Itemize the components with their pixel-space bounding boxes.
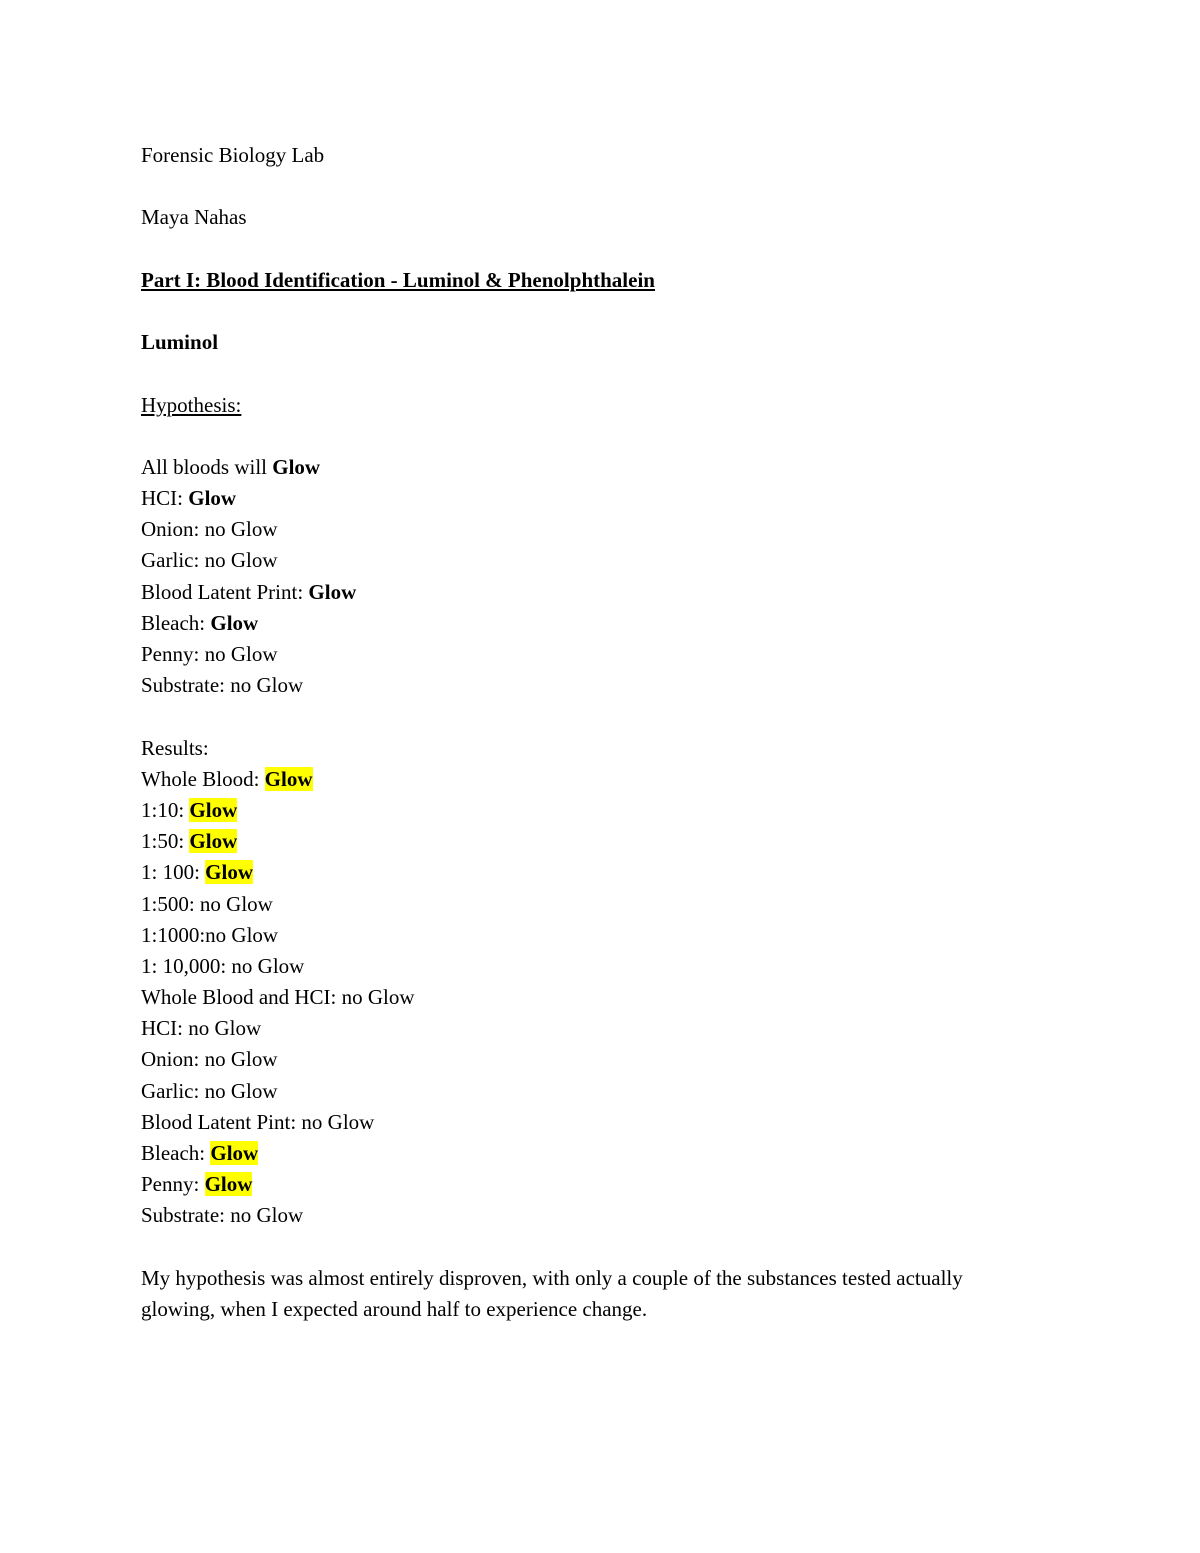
document-title: Forensic Biology Lab <box>141 143 325 167</box>
spacer <box>141 421 1041 452</box>
item-label: 1: 10,000: <box>141 953 232 978</box>
item-value-highlighted: Glow <box>205 860 254 885</box>
result-item <box>141 889 1041 920</box>
item-label: Blood Latent Print: <box>141 579 309 604</box>
hypothesis-item <box>141 639 1041 670</box>
item-label: Penny: <box>141 642 205 666</box>
results-list <box>141 764 1041 1232</box>
item-label: Penny: <box>141 1172 205 1197</box>
item-label: HCI: <box>141 1016 189 1041</box>
item-label: Onion: <box>141 1047 205 1072</box>
hypothesis-item <box>141 577 1041 608</box>
item-value: no Glow <box>205 922 279 947</box>
spacer <box>141 358 1041 389</box>
result-item <box>141 1076 1041 1107</box>
item-label: 1:50: <box>141 829 190 854</box>
item-label: 1:10: <box>141 797 190 822</box>
result-item <box>141 857 1041 888</box>
result-item <box>141 795 1041 826</box>
item-value: Glow <box>308 579 357 604</box>
section-heading: Luminol <box>141 330 219 355</box>
item-label: Bleach: <box>141 610 211 635</box>
item-label: 1:1000: <box>141 922 206 947</box>
conclusion-paragraph: My hypothesis was almost entirely disproven, with only a couple of the substances tested actually glowing, when I expected around half to experience change. <box>141 1265 963 1321</box>
item-label: Onion: <box>141 517 205 542</box>
item-label: 1: 100: <box>141 860 206 885</box>
item-value-highlighted: Glow <box>264 766 313 791</box>
spacer <box>141 171 1041 202</box>
result-item <box>141 920 1041 951</box>
results-label: Results: <box>141 735 209 760</box>
result-item <box>141 1044 1041 1075</box>
result-item <box>141 1013 1041 1044</box>
result-item <box>141 1200 1041 1231</box>
hypothesis-item <box>141 670 1041 701</box>
hypothesis-item <box>141 608 1041 639</box>
result-item <box>141 1169 1041 1200</box>
item-value: no Glow <box>199 891 273 916</box>
item-value: no Glow <box>230 673 304 698</box>
item-value: no Glow <box>341 985 415 1010</box>
result-item <box>141 982 1041 1013</box>
item-value-highlighted: Glow <box>204 1172 253 1197</box>
item-label: Blood Latent Pint: <box>141 1109 302 1134</box>
result-item <box>141 826 1041 857</box>
result-item <box>141 1107 1041 1138</box>
item-value: no Glow <box>204 517 278 542</box>
hypothesis-item <box>141 514 1041 545</box>
item-value-highlighted: Glow <box>189 797 238 822</box>
item-label: Whole Blood and HCI: <box>141 985 342 1010</box>
item-label: Substrate: <box>141 1203 231 1228</box>
item-value: no Glow <box>188 1016 262 1041</box>
item-label: 1:500: <box>141 891 200 916</box>
result-item <box>141 1138 1041 1169</box>
item-value-highlighted: Glow <box>189 829 238 854</box>
hypothesis-item <box>141 452 1041 483</box>
item-label: Garlic: <box>141 548 205 573</box>
hypothesis-list <box>141 452 1041 702</box>
item-label: Substrate: <box>141 673 231 698</box>
author-name: Maya Nahas <box>141 205 247 230</box>
item-label: Bleach: <box>141 1141 211 1165</box>
item-value: no Glow <box>301 1109 375 1134</box>
item-value: no Glow <box>231 953 305 978</box>
spacer <box>141 296 1041 327</box>
document-page <box>141 140 1041 1325</box>
hypothesis-item <box>141 483 1041 514</box>
spacer <box>141 1232 1041 1263</box>
item-label: Whole Blood: <box>141 766 265 791</box>
item-value: Glow <box>210 610 259 635</box>
hypothesis-label: Hypothesis: <box>141 392 242 417</box>
item-value: no Glow <box>230 1203 304 1228</box>
spacer <box>141 234 1041 265</box>
item-value: Glow <box>188 486 237 511</box>
item-value-highlighted: Glow <box>210 1141 259 1165</box>
item-label: HCI: <box>141 486 189 511</box>
hypothesis-item <box>141 545 1041 576</box>
spacer <box>141 701 1041 732</box>
item-value: no Glow <box>204 1047 278 1072</box>
result-item <box>141 951 1041 982</box>
item-label: All bloods will <box>141 454 273 479</box>
item-value: no Glow <box>204 548 278 573</box>
item-value: Glow <box>272 454 321 479</box>
item-label: Garlic: <box>141 1078 205 1103</box>
item-value: no Glow <box>204 642 278 666</box>
item-value: no Glow <box>204 1078 278 1103</box>
part-heading: Part I: Blood Identification - Luminol & Phenolphthalein <box>141 267 655 292</box>
result-item <box>141 764 1041 795</box>
